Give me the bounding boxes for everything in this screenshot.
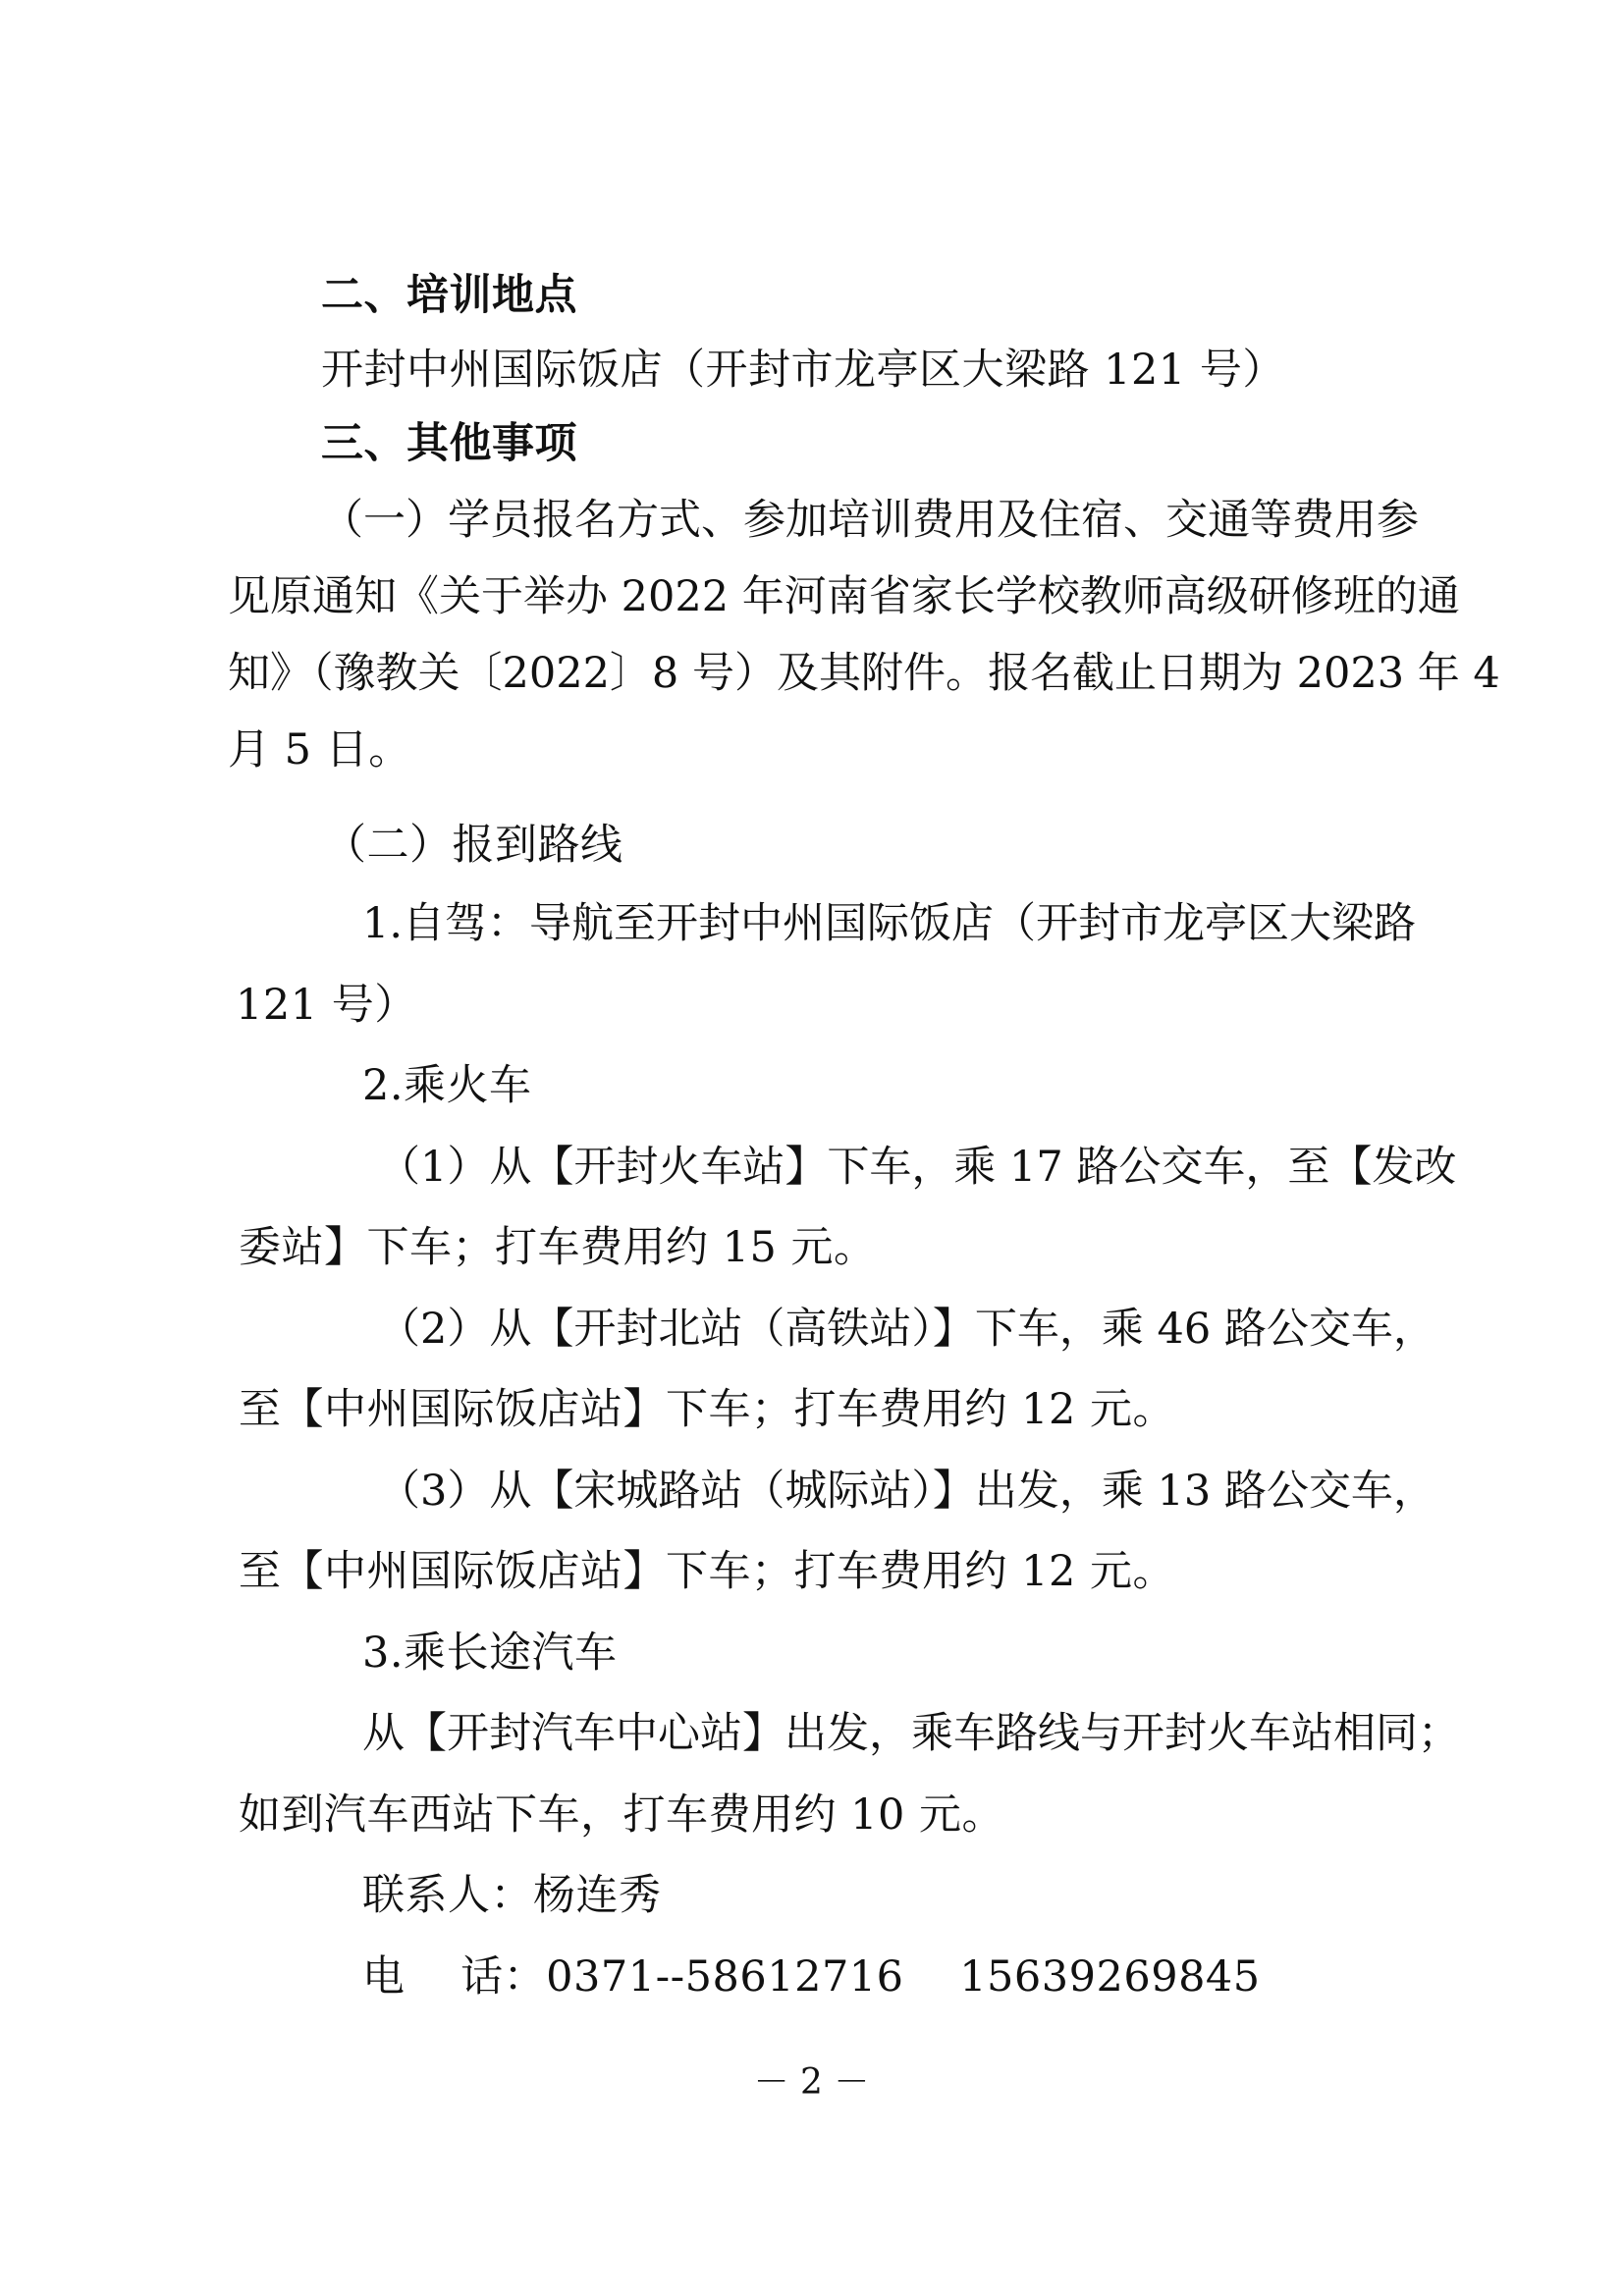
page-number: － 2 － [753, 2062, 870, 2103]
train-heading: 2.乘火车 [362, 1061, 532, 1110]
bus-heading: 3.乘长途汽车 [362, 1629, 618, 1678]
item1-line4: 月 5 日。 [228, 725, 411, 774]
contact-phone: 电 话：0371--58612716 15639269845 [362, 1952, 1261, 2002]
train-route1-line2: 委站】下车；打车费用约 15 元。 [239, 1223, 877, 1272]
item1-line1: （一）学员报名方式、参加培训费用及住宿、交通等费用参 [321, 496, 1419, 545]
train-route2-line2: 至【中州国际饭店站】下车；打车费用约 12 元。 [239, 1385, 1176, 1434]
train-route3-line2: 至【中州国际饭店站】下车；打车费用约 12 元。 [239, 1547, 1176, 1596]
train-route1-line1: （1）从【开封火车站】下车，乘 17 路公交车，至【发改 [378, 1143, 1457, 1192]
item1-line2: 见原通知《关于举办 2022 年河南省家长学校教师高级研修班的通 [228, 572, 1460, 621]
contact-person: 联系人：杨连秀 [362, 1871, 662, 1920]
section-heading-other: 三、其他事项 [321, 419, 577, 468]
self-drive-line2: 121 号） [236, 981, 417, 1030]
self-drive-line1: 1.自驾：导航至开封中州国际饭店（开封市龙亭区大梁路 [362, 899, 1417, 948]
bus-line2: 如到汽车西站下车，打车费用约 10 元。 [239, 1790, 1005, 1840]
location-address: 开封中州国际饭店（开封市龙亭区大梁路 121 号） [321, 346, 1285, 395]
train-route3-line1: （3）从【宋城路站（城际站）】出发，乘 13 路公交车， [378, 1467, 1435, 1516]
train-route2-line1: （2）从【开封北站（高铁站）】下车，乘 46 路公交车， [378, 1305, 1435, 1354]
bus-line1: 从【开封汽车中心站】出发，乘车路线与开封火车站相同； [362, 1709, 1460, 1758]
item1-line3: 知》（豫教关〔2022〕8 号）及其附件。报名截止日期为 2023 年 4 [228, 649, 1500, 698]
item2-heading: （二）报到路线 [324, 821, 623, 870]
section-heading-location: 二、培训地点 [321, 271, 577, 320]
